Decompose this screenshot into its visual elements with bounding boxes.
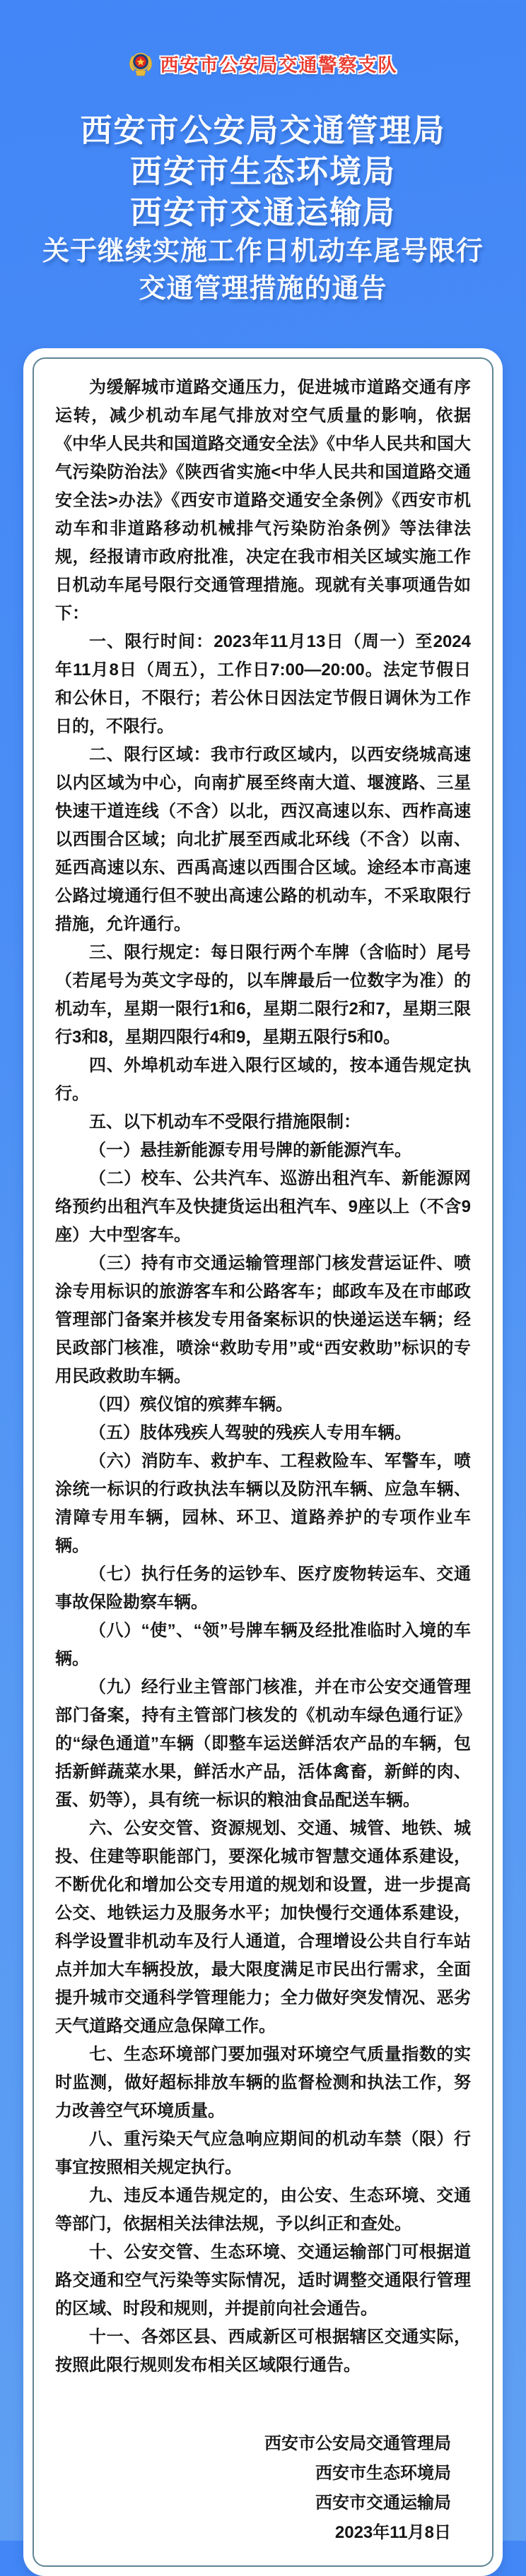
title-line-1: 西安市公安局交通管理局 bbox=[80, 112, 446, 148]
title-line-3: 西安市交通运输局 bbox=[129, 194, 396, 230]
paragraph-item-4: 四、外埠机动车进入限行区域的，按本通告规定执行。 bbox=[55, 1056, 471, 1103]
paragraph-item-9: 九、违反本通告规定的，由公安、生态环境、交通等部门，依据相关法律法规，予以纠正和查处。 bbox=[55, 2186, 471, 2233]
signature-date: 2023年11月8日 bbox=[334, 2523, 451, 2542]
paragraph-item-3: 三、限行规定：每日限行两个车牌（含临时）尾号（若尾号为英文字母的，以车牌最后一位数字为准）的机动车，星期一限行1和6，星期二限行2和7，星期三限行3和8，星期四限行4和9，星期五限行5和0。 bbox=[55, 943, 471, 1047]
paragraph-item-5-sub-6: （六）消防车、救护车、工程救险车、军警车，喷涂统一标识的行政执法车辆以及防汛车辆、应急车辆、清障专用车辆，园林、环卫、道路养护的专项作业车辆。 bbox=[55, 1452, 471, 1555]
paragraph-item-5-sub-5: （五）肢体残疾人驾驶的残疾人专用车辆。 bbox=[89, 1423, 411, 1442]
paragraph-item-2: 二、限行区域：我市行政区域内，以西安绕城高速以内区域为中心，向南扩展至终南大道、堰渡路、三星快速干道连线（不含）以北，西汉高速以东、西柞高速以西围合区域；向北扩展至西咸北环线（不含）以南、延西高速以东、西禹高速以西围合区域。途经本市高速公路过境通行但不驶出高速公路的机动车，不采取限行措施，允许通行。 bbox=[55, 745, 471, 934]
notice-card bbox=[23, 348, 503, 2576]
paragraph-item-11: 十一、各郊区县、西咸新区可根据辖区交通实际，按照此限行规则发布相关区域限行通告。 bbox=[55, 2327, 471, 2375]
signature-agency-2: 西安市生态环境局 bbox=[315, 2464, 451, 2483]
notice-body bbox=[23, 348, 503, 2576]
paragraph-item-10: 十、公安交管、生态环境、交通运输部门可根据道路交通和空气污染等实际情况，适时调整交通限行管理的区域、时段和规则，并提前向社会通告。 bbox=[55, 2243, 471, 2318]
paragraph-item-1: 一、限行时间：2023年11月13日（周一）至2024年11月8日（周五），工作日7:00—20:00。法定节假日和公休日，不限行；若公休日因法定节假日调休为工作日的，不限行。 bbox=[55, 632, 471, 736]
agency-name: 西安市公安局交通警察支队 bbox=[160, 54, 398, 76]
title-line-4: 关于继续实施工作日机动车尾号限行 bbox=[42, 237, 484, 266]
signature-agency-3: 西安市交通运输局 bbox=[315, 2493, 451, 2512]
paragraph-item-5-sub-2: （二）校车、公共汽车、巡游出租汽车、新能源网络预约出租汽车及快捷货运出租汽车、9座以上（不含9座）大中型客车。 bbox=[55, 1169, 471, 1245]
paragraph-item-5-sub-1: （一）悬挂新能源专用号牌的新能源汽车。 bbox=[89, 1141, 411, 1160]
notice-title bbox=[0, 110, 526, 308]
paragraph-item-5-sub-4: （四）殡仪馆的殡葬车辆。 bbox=[89, 1395, 293, 1414]
paragraph-item-5-sub-3: （三）持有市交通运输管理部门核发营运证件、喷涂专用标识的旅游客车和公路客车；邮政车及在市邮政管理部门备案并核发专用备案标识的快递运送车辆；经民政部门核准，喷涂“救助专用”或“西安救助”标识的专用民政救助车辆。 bbox=[55, 1254, 471, 1386]
signature-agency-1: 西安市公安局交通管理局 bbox=[264, 2434, 451, 2453]
paragraph-item-5-sub-8: （八）“使”、“领”号牌车辆及经批准临时入境的车辆。 bbox=[55, 1621, 471, 1668]
paragraph-item-5-sub-9: （九）经行业主管部门核准，并在市公安交通管理部门备案，持有主管部门核发的《机动车绿色通行证》的“绿色通道”车辆（即整车运送鲜活农产品的车辆，包括新鲜蔬菜水果，鲜活水产品，活体禽畜，新鲜的肉、蛋、奶等），具有统一标识的粮油食品配送车辆。 bbox=[55, 1678, 471, 1810]
police-badge-icon bbox=[128, 49, 153, 78]
paragraph-item-7: 七、生态环境部门要加强对环境空气质量指数的实时监测，做好超标排放车辆的监督检测和执法工作，努力改善空气环境质量。 bbox=[55, 2045, 471, 2120]
paragraph-intro: 为缓解城市道路交通压力，促进城市道路交通有序运转，减少机动车尾气排放对空气质量的影响，依据《中华人民共和国道路交通安全法》《中华人民共和国大气污染防治法》《陕西省实施<中华人民共和国道路交通安全法>办法》《西安市道路交通安全条例》《西安市机动车和非道路移动机械排气污染防治条例》等法律法规，经报请市政府批准，决定在我市相关区域实施工作日机动车尾号限行交通管理措施。现就有关事项通告如下： bbox=[55, 378, 471, 623]
paragraph-item-8: 八、重污染天气应急响应期间的机动车禁（限）行事宜按照相关规定执行。 bbox=[55, 2130, 471, 2177]
paragraph-item-5-sub-7: （七）执行任务的运钞车、医疗废物转运车、交通事故保险勘察车辆。 bbox=[55, 1565, 471, 1612]
signature-block bbox=[55, 2429, 471, 2548]
paragraph-item-6: 六、公安交管、资源规划、交通、城管、地铁、城投、住建等职能部门，要深化城市智慧交通体系建设，不断优化和增加公交专用道的规划和设置，进一步提高公交、地铁运力及服务水平；加快慢行交通体系建设，科学设置非机动车及行人通道，合理增设公共自行车站点并加大车辆投放，最大限度满足市民出行需求，全面提升城市交通科学管理能力；全力做好突发情况、恶劣天气道路交通应急保障工作。 bbox=[55, 1819, 471, 2036]
title-line-5: 交通管理措施的通告 bbox=[139, 274, 387, 304]
title-line-2: 西安市生态环境局 bbox=[129, 153, 396, 189]
header bbox=[0, 0, 526, 78]
paragraph-item-5: 五、以下机动车不受限行措施限制： bbox=[89, 1112, 361, 1132]
